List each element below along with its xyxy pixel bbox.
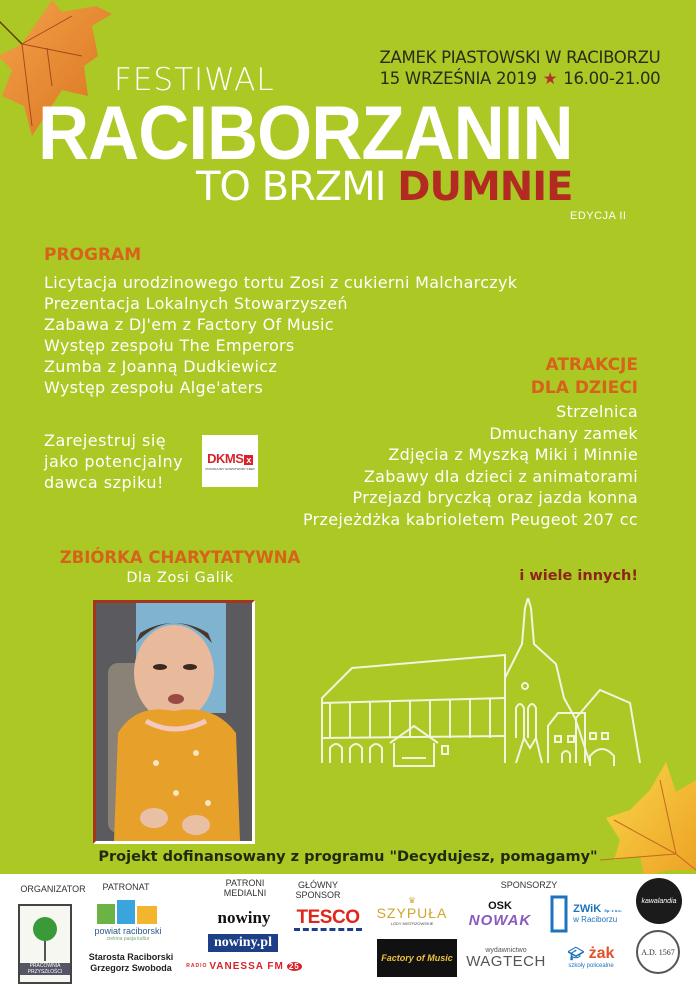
program-item: Prezentacja Lokalnych Stowarzyszeń <box>44 294 348 313</box>
venue: ZAMEK PIASTOWSKI W RACIBORZU <box>379 48 661 67</box>
factory-of-music-logo: Factory of Music <box>377 939 457 977</box>
kids-item: Dmuchany zamek <box>489 423 638 443</box>
photo-illustration <box>96 603 252 841</box>
hand-tree-icon <box>27 913 63 963</box>
zwik-name: ZWiK <box>573 902 602 915</box>
donor-line: dawca szpiku! <box>44 473 164 492</box>
tesco-wordmark: TESCO <box>296 906 360 928</box>
event-date: 15 WRZEŚNIA 2019 <box>379 69 537 88</box>
media-label-line1: PATRONI <box>225 878 265 888</box>
media-label <box>210 878 280 898</box>
program-heading: PROGRAM <box>44 245 142 265</box>
osk-text: OSK <box>488 899 512 912</box>
szypula-logo <box>378 884 446 938</box>
program-item: Występ zespołu Alge'aters <box>44 378 264 397</box>
powiat-logo <box>88 898 168 944</box>
castle-outline-illustration <box>310 598 655 778</box>
zwik-city: w Raciborzu <box>573 914 618 924</box>
dkms-wordmark <box>207 451 253 466</box>
main-sponsor-label-line2: SPONSOR <box>295 890 341 900</box>
szypula-tagline: LODY MISTRZOWSKIE <box>390 921 434 926</box>
program-item: Zabawa z DJ'em z Factory Of Music <box>44 315 334 334</box>
charity-subtitle: Dla Zosi Galik <box>126 570 234 586</box>
media-label-line2: MEDIALNI <box>223 888 267 898</box>
kawalandia-logo: kawalandia <box>636 878 682 924</box>
zwik-suffix: Sp. z o.o. <box>604 907 622 913</box>
kids-heading <box>430 354 638 400</box>
program-item: Zumba z Joanną Dudkiewicz <box>44 357 278 376</box>
event-time: 16.00-21.00 <box>563 69 661 88</box>
patron-person <box>84 952 178 974</box>
wagtech-prefix: wydawnictwo <box>485 946 527 954</box>
donor-callout <box>44 430 183 493</box>
organizer-logo <box>18 904 72 984</box>
dkms-text: DKMS <box>207 451 244 466</box>
crown-icon: ♛ <box>408 896 416 905</box>
vanessa-name: VANESSA FM <box>209 960 284 972</box>
zak-wordmark: żak <box>588 945 615 962</box>
festival-label: FESTIWAL <box>114 62 275 98</box>
dkms-logo <box>202 435 258 487</box>
festival-title: RACIBORZANIN <box>38 91 573 176</box>
osk-nowak-logo <box>462 894 538 934</box>
szypula-wordmark: SZYPUŁA <box>376 905 448 921</box>
kids-item: Strzelnica <box>556 402 638 421</box>
zwik-text <box>573 903 622 924</box>
event-info <box>370 47 670 89</box>
program-item: Występ zespołu The Emperors <box>44 336 295 355</box>
nowak-text: NOWAK <box>468 911 532 929</box>
kids-heading-line2: DLA DZIECI <box>530 378 638 398</box>
powiat-mark-icon <box>97 900 159 926</box>
nowiny-pl-logo: nowiny.pl <box>208 934 278 952</box>
wagtech-wordmark: WAGTECH <box>466 952 546 970</box>
star-icon: ★ <box>542 69 558 88</box>
organizer-name: PRACOWNIA PRZYSZŁOŚCI <box>20 963 70 975</box>
radio-prefix: RADIO <box>186 963 208 969</box>
festival-subtitle <box>196 164 572 210</box>
child-photo <box>93 600 255 844</box>
funding-note: Projekt dofinansowany z programu "Decydujesz, pomagamy" <box>98 849 598 865</box>
subtitle-white: TO BRZMI <box>196 164 386 210</box>
organizer-label: ORGANIZATOR <box>20 884 86 894</box>
vanessa-fm-logo <box>185 958 303 974</box>
kids-item: Zabawy dla dzieci z animatorami <box>363 466 638 486</box>
zak-logo <box>556 938 626 976</box>
zak-tagline: szkoły policealne <box>568 963 614 969</box>
browar-logo: A.D. 1567 <box>636 930 680 974</box>
main-sponsor-label-line1: GŁÓWNY <box>297 880 338 890</box>
patron-title: Starosta Raciborski <box>88 952 174 962</box>
and-more-text: i wiele innych! <box>519 568 638 584</box>
sponsors-footer <box>0 874 696 984</box>
edition-label: EDYCJA II <box>570 210 627 222</box>
kids-attractions-list <box>250 401 638 530</box>
powiat-tagline: zielona pasja kultur <box>106 936 150 942</box>
kids-item: Przejazd bryczką oraz jazda konna <box>352 488 638 507</box>
subtitle-red: DUMNIE <box>397 164 573 210</box>
kids-item: Przejeżdżka kabrioletem Peugeot 207 cc <box>303 509 638 529</box>
vanessa-years-badge: 25 <box>288 961 300 971</box>
charity-heading: ZBIÓRKA CHARYTATYWNA <box>59 548 301 567</box>
date-time <box>370 68 670 89</box>
water-tower-icon <box>548 893 570 933</box>
main-sponsor-label <box>288 880 348 900</box>
graduation-cap-icon: 🎓︎ <box>567 946 585 961</box>
kids-heading-line1: ATRAKCJE <box>545 355 638 375</box>
powiat-name: powiat raciborski <box>94 926 162 936</box>
donor-line: jako potencjalny <box>44 452 184 471</box>
wagtech-logo <box>466 940 546 976</box>
tesco-logo <box>292 904 364 934</box>
zwik-logo <box>546 890 624 936</box>
dkms-x-icon: x <box>246 454 251 465</box>
program-item: Licytacja urodzinowego tortu Zosi z cukierni Malcharczyk <box>44 273 518 292</box>
donor-line: Zarejestruj się <box>44 431 167 450</box>
nowiny-logo: nowiny <box>217 908 271 927</box>
kids-item: Zdjęcia z Myszką Miki i Minnie <box>388 445 638 464</box>
sponsors-label: SPONSORZY <box>500 880 558 890</box>
patronage-label: PATRONAT <box>102 882 150 892</box>
patron-name: Grzegorz Swoboda <box>90 963 172 973</box>
tesco-stripes <box>294 928 362 931</box>
dkms-tagline: POKONAJMY NOWOTWORY KRWI <box>205 467 255 471</box>
